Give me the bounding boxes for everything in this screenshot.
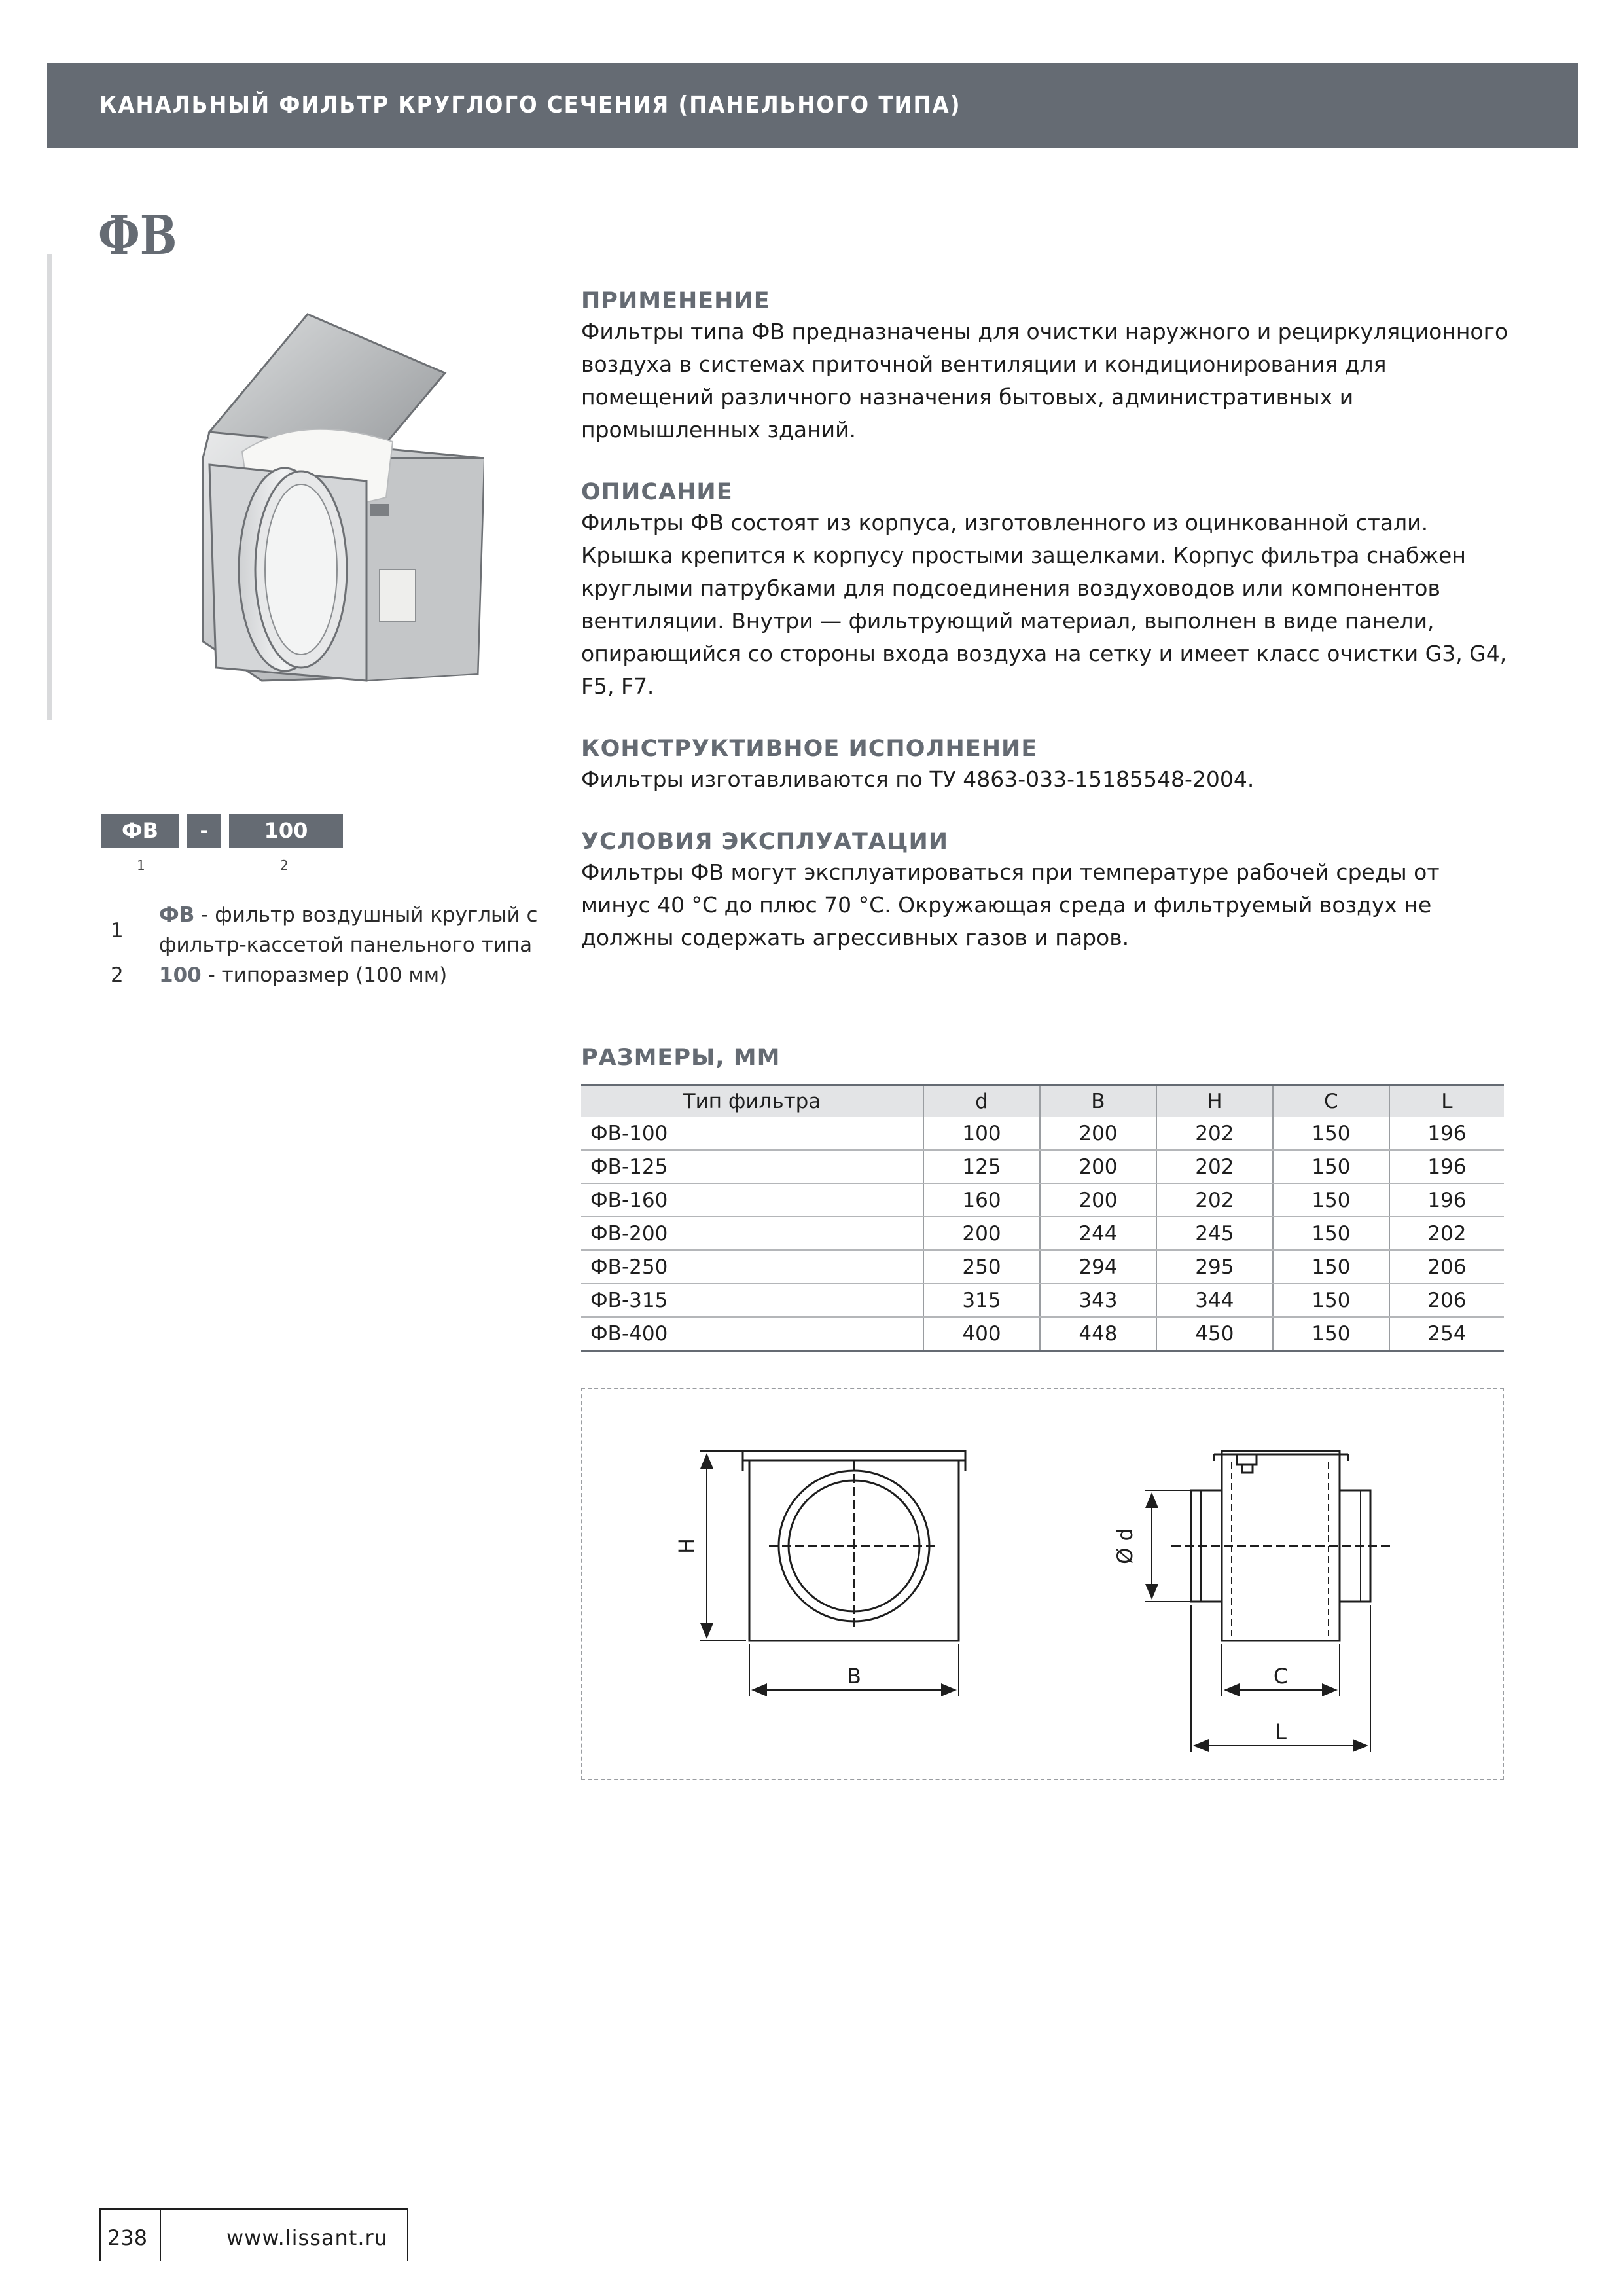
- table-cell: 150: [1273, 1283, 1389, 1317]
- page-number: 238: [107, 2225, 148, 2250]
- table-cell: ФВ-250: [581, 1250, 923, 1283]
- code-number-2: 2: [280, 857, 289, 873]
- section-text-conditions: Фильтры ФВ могут эксплуатироваться при температуре рабочей среды от минус 40 °С до плюс 70 °С. Окружающая среда и фильтруемый воздух не должны содержать агрессивных газов и паров.: [581, 859, 1440, 950]
- table-cell: ФВ-125: [581, 1150, 923, 1183]
- table-cell: 450: [1156, 1317, 1273, 1351]
- table-cell: 150: [1273, 1217, 1389, 1250]
- table-cell: 100: [923, 1117, 1040, 1150]
- technical-drawing: [581, 1388, 1504, 1780]
- table-cell: 150: [1273, 1117, 1389, 1150]
- legend-code: 100: [159, 963, 202, 987]
- table-row: [581, 1217, 1504, 1250]
- page-header-title: КАНАЛЬНЫЙ ФИЛЬТР КРУГЛОГО СЕЧЕНИЯ (ПАНЕЛЬНОГО ТИПА): [99, 92, 961, 118]
- dim-label-L: L: [1275, 1719, 1287, 1744]
- code-box-type: ФВ: [101, 814, 179, 848]
- product-code: ФВ: [98, 204, 177, 267]
- table-cell: 150: [1273, 1250, 1389, 1283]
- table-cell: ФВ-160: [581, 1183, 923, 1217]
- table-cell: 206: [1389, 1283, 1504, 1317]
- table-row: [581, 1183, 1504, 1217]
- table-header-row: [581, 1085, 1504, 1118]
- column-header: C: [1273, 1085, 1389, 1118]
- page-footer: [99, 2208, 408, 2261]
- table-cell: 200: [1040, 1183, 1156, 1217]
- table-cell: 160: [923, 1183, 1040, 1217]
- section-text-application: Фильтры типа ФВ предназначены для очистки наружного и рециркуляционного воздуха в системах приточной вентиляции и кондиционирования для помещений различного назначения бытовых, административных и промышленных зданий.: [581, 319, 1508, 442]
- column-header: d: [923, 1085, 1040, 1118]
- table-cell: 196: [1389, 1117, 1504, 1150]
- section-text-description: Фильтры ФВ состоят из корпуса, изготовленного из оцинкованной стали. Крышка крепится к корпусу простыми защелками. Корпус фильтра снабжен круглыми патрубками для подсоединения воздуховодов или компонентов вентиляции. Внутри — фильтрующий материал, выполнен в виде панели, опирающийся со стороны входа воздуха на сетку и имеет класс очистки G3, G4, F5, F7.: [581, 510, 1507, 699]
- table-cell: 245: [1156, 1217, 1273, 1250]
- dimensions-table: [581, 1084, 1504, 1352]
- side-divider: [47, 254, 52, 720]
- legend-text: - фильтр воздушный круглый с фильтр-кассетой панельного типа: [159, 903, 538, 957]
- table-cell: 202: [1156, 1117, 1273, 1150]
- front-view: [700, 1451, 965, 1696]
- table-cell: 295: [1156, 1250, 1273, 1283]
- section-title-application: ПРИМЕНЕНИЕ: [581, 288, 770, 314]
- side-view: [1145, 1451, 1394, 1752]
- code-box-size: 100: [229, 814, 343, 848]
- table-cell: 250: [923, 1250, 1040, 1283]
- table-cell: 150: [1273, 1150, 1389, 1183]
- website-link[interactable]: www.lissant.ru: [226, 2225, 388, 2250]
- table-row: [581, 1150, 1504, 1183]
- table-cell: 200: [1040, 1150, 1156, 1183]
- legend-text: - типоразмер (100 мм): [201, 963, 448, 987]
- table-cell: 294: [1040, 1250, 1156, 1283]
- table-cell: ФВ-100: [581, 1117, 923, 1150]
- table-row: [581, 1250, 1504, 1283]
- table-cell: 202: [1156, 1183, 1273, 1217]
- table-cell: 254: [1389, 1317, 1504, 1351]
- table-cell: 202: [1389, 1217, 1504, 1250]
- column-header: L: [1389, 1085, 1504, 1118]
- section-title-conditions: УСЛОВИЯ ЭКСПЛУАТАЦИИ: [581, 829, 949, 855]
- table-cell: ФВ-200: [581, 1217, 923, 1250]
- header-bar: [47, 63, 1578, 148]
- table-row: [581, 1117, 1504, 1150]
- table-cell: 150: [1273, 1317, 1389, 1351]
- section-text-design: Фильтры изготавливаются по ТУ 4863-033-15185548-2004.: [581, 766, 1255, 792]
- dim-label-C: C: [1273, 1664, 1289, 1689]
- table-cell: ФВ-400: [581, 1317, 923, 1351]
- table-cell: 206: [1389, 1250, 1504, 1283]
- table-cell: 315: [923, 1283, 1040, 1317]
- table-cell: 125: [923, 1150, 1040, 1183]
- code-box-dash: -: [187, 814, 221, 848]
- table-cell: 244: [1040, 1217, 1156, 1250]
- dim-label-H: H: [674, 1537, 699, 1554]
- table-row: [581, 1283, 1504, 1317]
- dim-label-d: Ø d: [1113, 1528, 1137, 1564]
- legend-item: [108, 900, 540, 960]
- designation-legend: [108, 900, 540, 990]
- column-header: H: [1156, 1085, 1273, 1118]
- legend-item: [108, 960, 540, 990]
- legend-code: ФВ: [159, 903, 195, 927]
- drawing-svg: [582, 1389, 1505, 1782]
- table-cell: ФВ-315: [581, 1283, 923, 1317]
- table-row: [581, 1317, 1504, 1351]
- table-cell: 150: [1273, 1183, 1389, 1217]
- dim-label-B: B: [847, 1664, 861, 1689]
- table-cell: 196: [1389, 1150, 1504, 1183]
- table-cell: 344: [1156, 1283, 1273, 1317]
- code-number-1: 1: [137, 857, 145, 873]
- dimensions-title: РАЗМЕРЫ, ММ: [581, 1045, 781, 1071]
- section-title-description: ОПИСАНИЕ: [581, 479, 733, 505]
- product-photo: [170, 301, 484, 753]
- column-header: B: [1040, 1085, 1156, 1118]
- table-cell: 196: [1389, 1183, 1504, 1217]
- column-header: Тип фильтра: [581, 1085, 923, 1118]
- table-cell: 200: [1040, 1117, 1156, 1150]
- legend-number: 1: [111, 919, 124, 942]
- table-cell: 448: [1040, 1317, 1156, 1351]
- table-cell: 202: [1156, 1150, 1273, 1183]
- table-cell: 343: [1040, 1283, 1156, 1317]
- main-content: [581, 288, 1510, 954]
- table-cell: 200: [923, 1217, 1040, 1250]
- section-title-design: КОНСТРУКТИВНОЕ ИСПОЛНЕНИЕ: [581, 736, 1038, 762]
- legend-number: 2: [111, 963, 124, 987]
- table-cell: 400: [923, 1317, 1040, 1351]
